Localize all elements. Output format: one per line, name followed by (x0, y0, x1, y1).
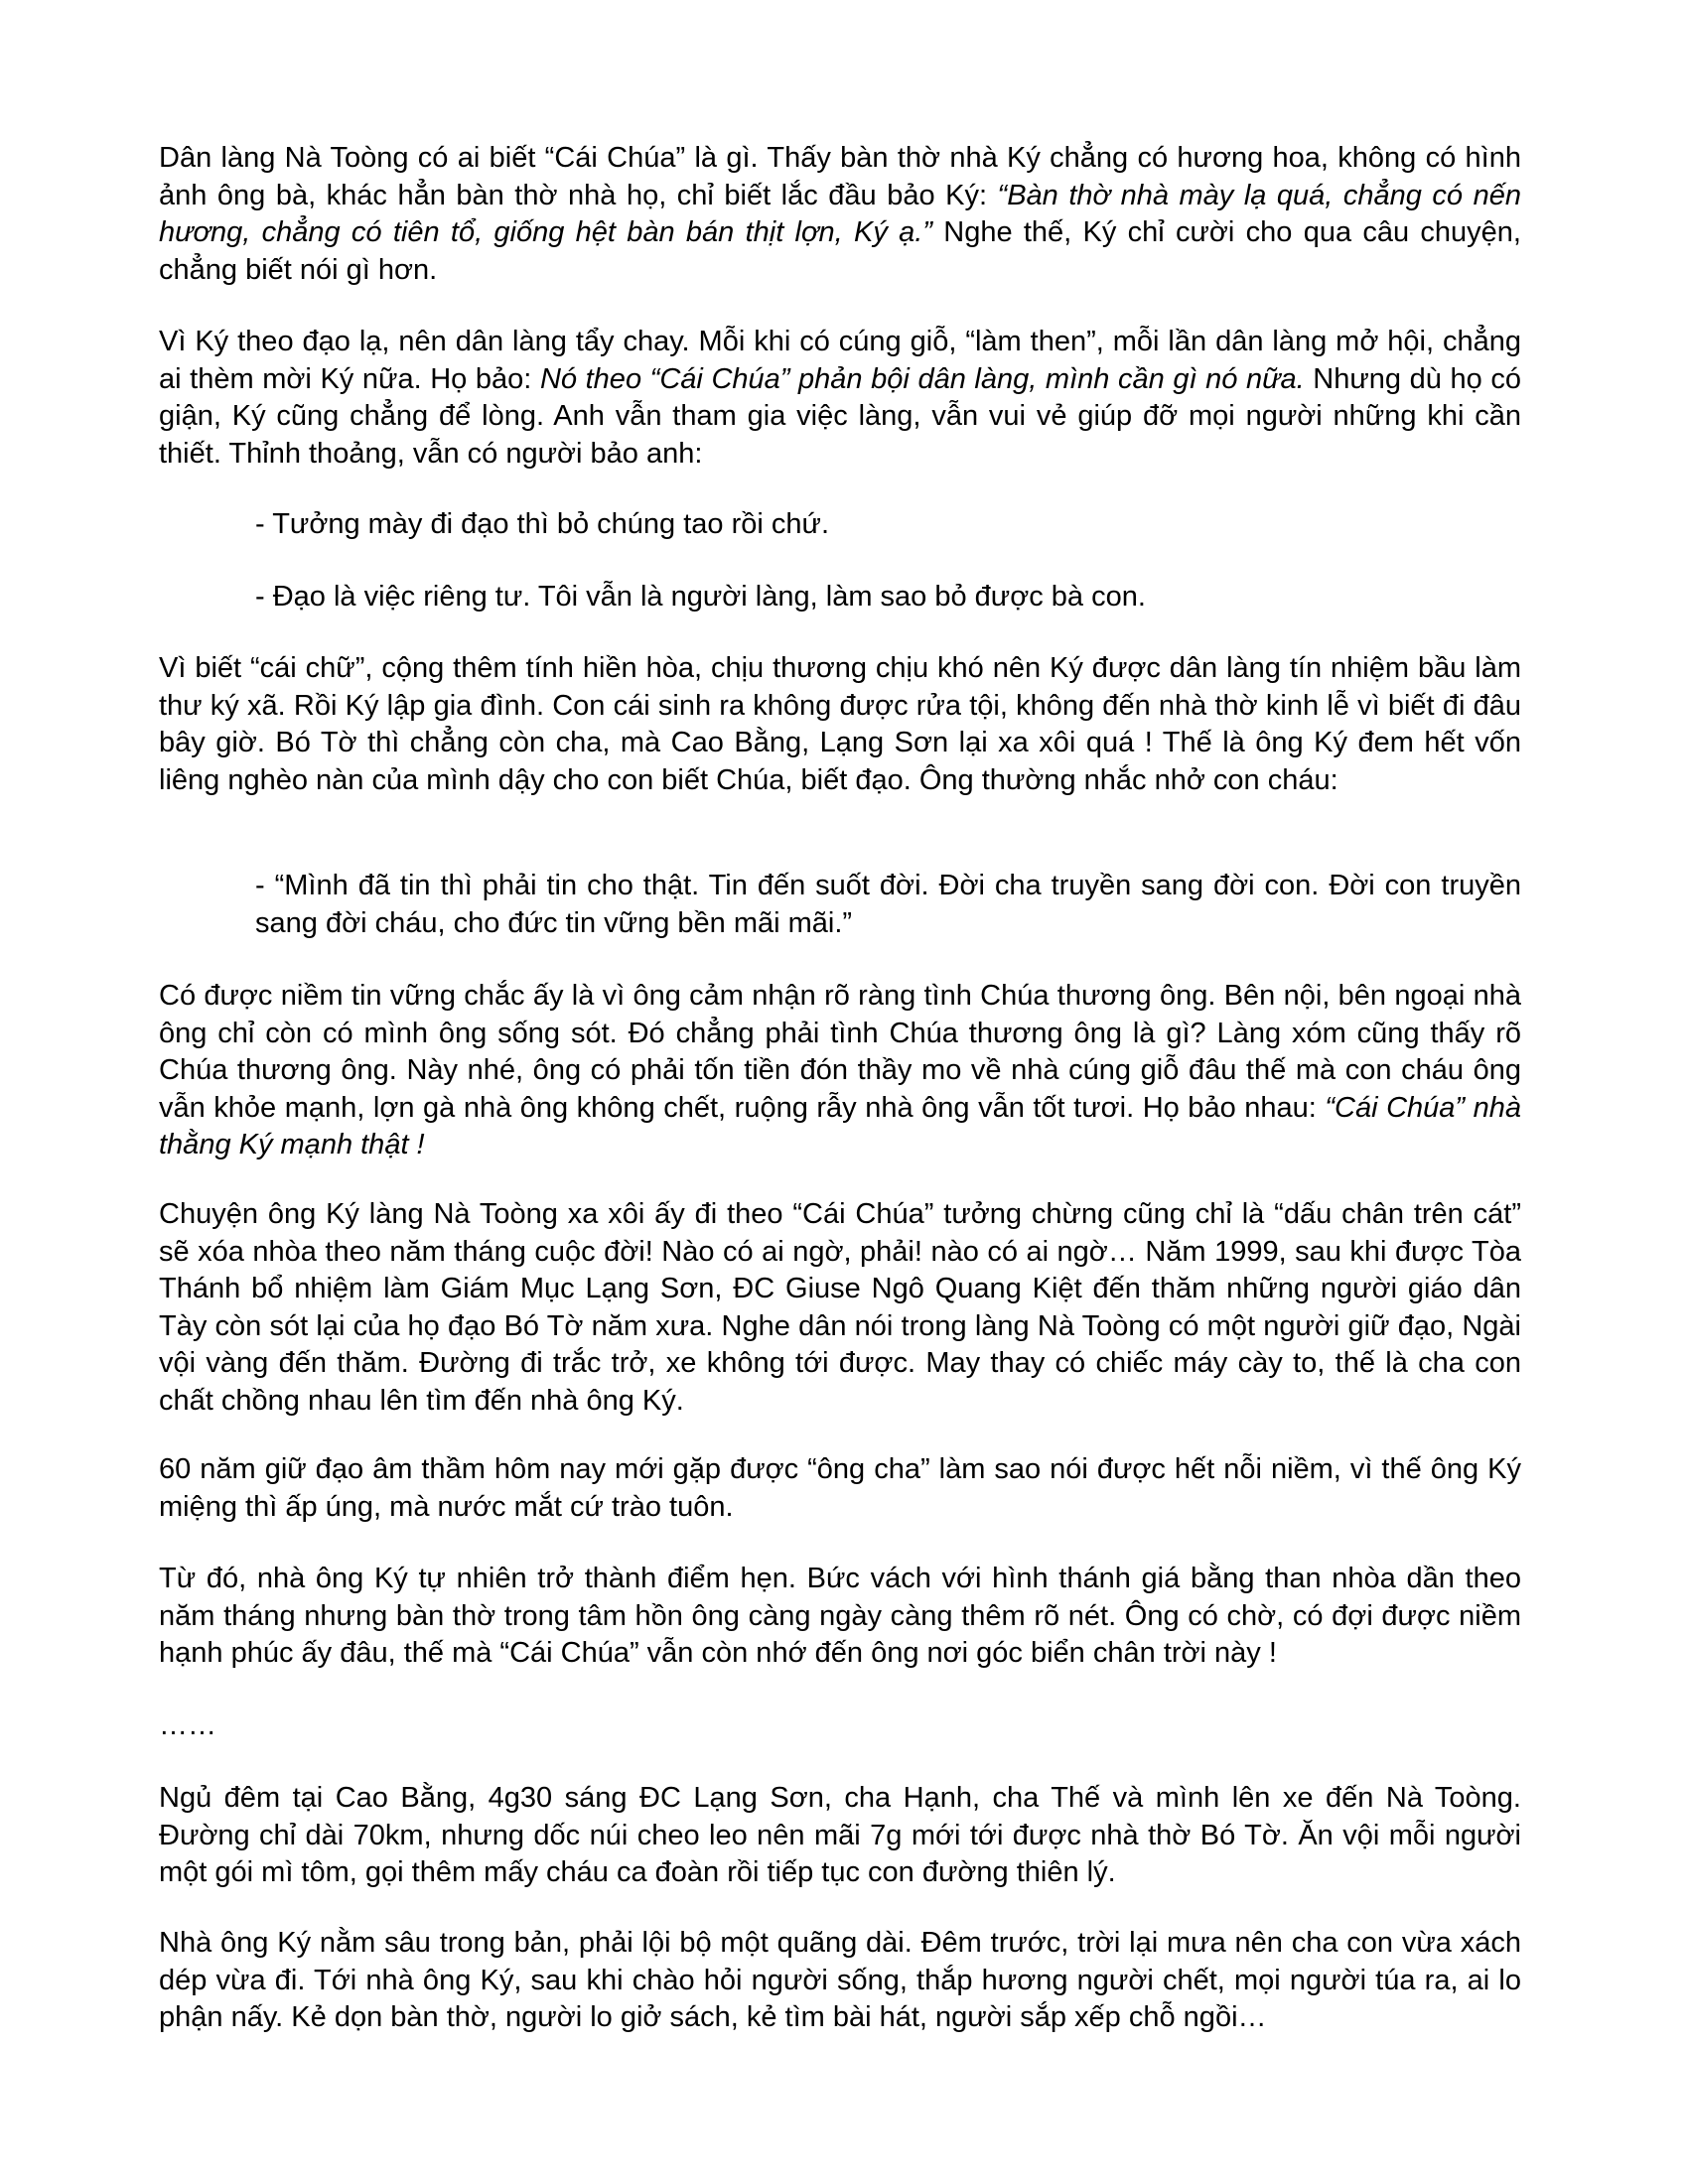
paragraph-altar: Dân làng Nà Toòng có ai biết “Cái Chúa” là gì. Thấy bàn thờ nhà Ký chẳng có hương hoa, không có hình ảnh ông bà, khác hẳn bàn thờ nhà họ, chỉ biết lắc đầu bảo Ký: “Bàn thờ nhà mày lạ quá, chẳng có nến hương, chẳng có tiên tổ, giống hệt bàn bán thịt lợn, Ký ạ.” Nghe thế, Ký chỉ cười cho qua câu chuyện, chẳng biết nói gì hơn. (159, 142, 1521, 286)
quote-strong: “Cái Chúa” nhà thằng Ký mạnh thật ! (159, 1091, 1521, 1160)
paragraph-meeting-point: Từ đó, nhà ông Ký tự nhiên trở thành điểm hẹn. Bức vách với hình thánh giá bằng than nhòa dần theo năm tháng nhưng bàn thờ trong tâm hồn ông càng ngày càng thêm rõ nét. Ông có chờ, có đợi được niềm hạnh phúc ấy đâu, thế mà “Cái Chúa” vẫn còn nhớ đến ông nơi góc biển chân trời này ! (159, 1563, 1521, 1669)
quote-faith: - “Mình đã tin thì phải tin cho thật. Tin đến suốt đời. Đời cha truyền sang đời con. Đời con truyền sang đời cháu, cho đức tin vững bền mãi mãi.” (255, 870, 1521, 939)
dialogue-line-1: - Tưởng mày đi đạo thì bỏ chúng tao rồi chứ. (255, 508, 830, 540)
dialogue-line-2: - Đạo là việc riêng tư. Tôi vẫn là người làng, làm sao bỏ được bà con. (255, 581, 1146, 613)
section-break: …… (159, 1709, 216, 1741)
paragraph-journey: Ngủ đêm tại Cao Bằng, 4g30 sáng ĐC Lạng Sơn, cha Hạnh, cha Thế và mình lên xe đến Nà Toòng. Đường chỉ dài 70km, nhưng dốc núi cheo leo nên mãi 7g mới tới được nhà thờ Bó Tờ. Ăn vội mỗi người một gói mì tôm, gọi thêm mấy cháu ca đoàn rồi tiếp tục con đường thiên lý. (159, 1782, 1521, 1888)
paragraph-bishop-visit: Chuyện ông Ký làng Nà Toòng xa xôi ấy đi theo “Cái Chúa” tưởng chừng cũng chỉ là “dấu chân trên cát” sẽ xóa nhòa theo năm tháng cuộc đời! Nào có ai ngờ, phải! nào có ai ngờ… Năm 1999, sau khi được Tòa Thánh bổ nhiệm làm Giám Mục Lạng Sơn, ĐC Giuse Ngô Quang Kiệt đến thăm những người giáo dân Tày còn sót lại của họ đạo Bó Tờ năm xưa. Nghe dân nói trong làng Nà Toòng có một người giữ đạo, Ngài vội vàng đến thăm. Đường đi trắc trở, xe không tới được. May thay có chiếc máy cày to, thế là cha con chất chồng nhau lên tìm đến nhà ông Ký. (159, 1198, 1521, 1417)
paragraph-faith-reason: Có được niềm tin vững chắc ấy là vì ông cảm nhận rõ ràng tình Chúa thương ông. Bên nội, bên ngoại nhà ông chỉ còn có mình ông sống sót. Đó chẳng phải tình Chúa thương ông là gì? Làng xóm cũng thấy rõ Chúa thương ông. Này nhé, ông có phải tốn tiền đón thầy mo về nhà cúng giỗ đâu thế mà con cháu ông vẫn khỏe mạnh, lợn gà nhà ông không chết, ruộng rẫy nhà ông vẫn tốt tươi. Họ bảo nhau: “Cái Chúa” nhà thằng Ký mạnh thật ! (159, 980, 1521, 1160)
paragraph-boycott: Vì Ký theo đạo lạ, nên dân làng tẩy chay. Mỗi khi có cúng giỗ, “làm then”, mỗi lần dân làng mở hội, chẳng ai thèm mời Ký nữa. Họ bảo: Nó theo “Cái Chúa” phản bội dân làng, mình cần gì nó nữa. Nhưng dù họ có giận, Ký cũng chẳng để lòng. Anh vẫn tham gia việc làng, vẫn vui vẻ giúp đỡ mọi người những khi cần thiết. Thỉnh thoảng, vẫn có người bảo anh: (159, 326, 1521, 470)
quote-altar: “Bàn thờ nhà mày lạ quá, chẳng có nến hương, chẳng có tiên tổ, giống hệt bàn bán thịt lợn, Ký ạ.” (159, 179, 1521, 248)
paragraph-sixty-years: 60 năm giữ đạo âm thầm hôm nay mới gặp được “ông cha” làm sao nói được hết nỗi niềm, vì thế ông Ký miệng thì ấp úng, mà nước mắt cứ trào tuôn. (159, 1453, 1521, 1523)
paragraph-arrival: Nhà ông Ký nằm sâu trong bản, phải lội bộ một quãng dài. Đêm trước, trời lại mưa nên cha con vừa xách dép vừa đi. Tới nhà ông Ký, sau khi chào hỏi người sống, thắp hương người chết, mọi người túa ra, ai lo phận nấy. Kẻ dọn bàn thờ, người lo giở sách, kẻ tìm bài hát, người sắp xếp chỗ ngồi… (159, 1927, 1521, 2033)
quote-betrayal: Nó theo “Cái Chúa” phản bội dân làng, mình cần gì nó nữa. (539, 362, 1305, 395)
paragraph-secretary: Vì biết “cái chữ”, cộng thêm tính hiền hòa, chịu thương chịu khó nên Ký được dân làng tín nhiệm bầu làm thư ký xã. Rồi Ký lập gia đình. Con cái sinh ra không được rửa tội, không đến nhà thờ kinh lễ vì biết đi đâu bây giờ. Bó Tờ thì chẳng còn cha, mà Cao Bằng, Lạng Sơn lại xa xôi quá ! Thế là ông Ký đem hết vốn liêng nghèo nàn của mình dậy cho con biết Chúa, biết đạo. Ông thường nhắc nhở con cháu: (159, 652, 1521, 796)
